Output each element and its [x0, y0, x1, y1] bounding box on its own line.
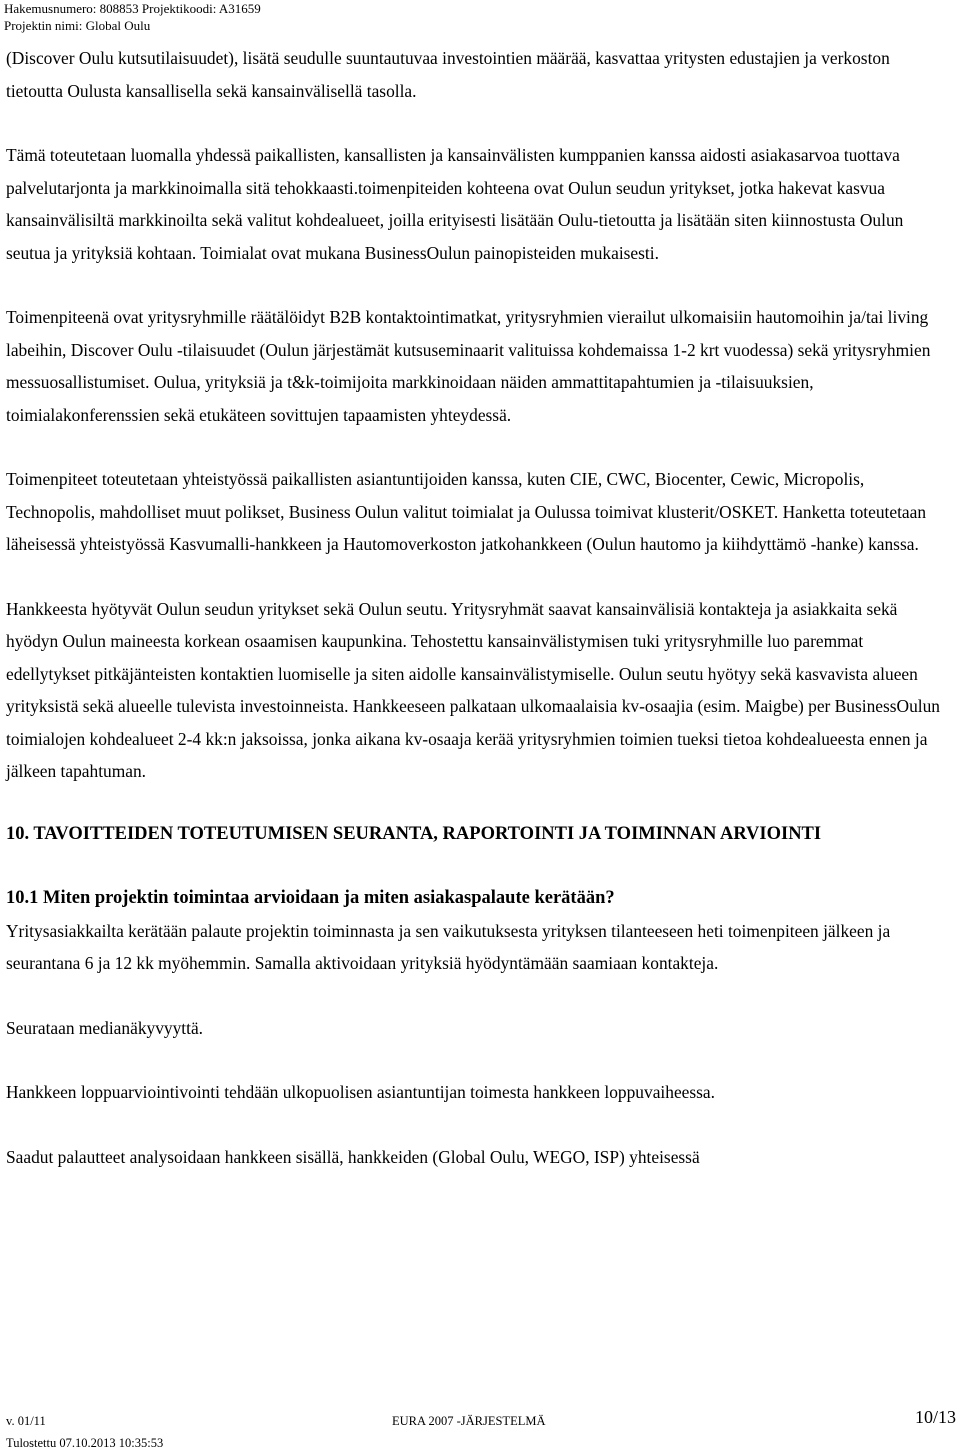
section-heading-10: 10. TAVOITTEIDEN TOTEUTUMISEN SEURANTA, RAPORTOINTI JA TOIMINNAN ARVIOINTI	[6, 823, 822, 844]
system-name: EURA 2007 -JÄRJESTELMÄ	[392, 1414, 546, 1428]
paragraph-media: Seurataan medianäkyvyyttä.	[6, 1017, 204, 1038]
page-header	[4, 0, 261, 34]
subsection-heading-10-1: 10.1 Miten projektin toimintaa arvioidaan ja miten asiakaspalaute kerätään?	[6, 888, 615, 908]
paragraph-benefits: Hankkeesta hyötyvät Oulun seudun yritykset sekä Oulun seutu. Yritysryhmät saavat kansainvälisiä kontakteja ja asiakkaita sekä hyödyn Oulun maineesta korkean osaamisen kaupunkina. Tehostettu kansainvälistymisen tuki yritysryhmille luo paremmat edellytykset pitkäjänteisten kontaktien luomiselle ja siten aidolle kansainvälistymiselle. Oulun seutu hyötyy sekä kasvavista alueen yrityksistä sekä alueelle tulevista investoinneista. Hankkeeseen palkataan ulkomaalaisia kv-osaajia (esim. Maigbe) per BusinessOulun toimialojen kohdealueet 2-4 kk:n jaksoissa, jonka aikana kv-osaaja kerää yritysryhmien toimien tueksi tietoa kohdealueesta ennen ja jälkeen tapahtuman.	[6, 598, 940, 781]
paragraph-analysis: Saadut palautteet analysoidaan hankkeen sisällä, hankkeiden (Global Oulu, WEGO, ISP) yhteisessä	[6, 1146, 700, 1167]
page-number: 10/13	[914, 1407, 956, 1427]
paragraph-feedback: Yritysasiakkailta kerätään palaute projektin toiminnasta ja sen vaikutuksesta yrityksen tilanteeseen heti toimenpiteen jälkeen ja seurantana 6 ja 12 kk myöhemmin. Samalla aktivoidaan yrityksiä hyödyntämään saamiaan kontakteja.	[6, 920, 891, 973]
paragraph-discover-oulu: (Discover Oulu kutsutilaisuudet), lisätä seudulle suuntautuvaa investointien määrää, kasvattaa yritysten edustajien ja verkoston tietoutta Oulusta kansallisella sekä kansainvälisellä tasolla.	[6, 48, 890, 101]
application-number: Hakemusnumero: 808853 Projektikoodi: A31659	[4, 1, 261, 16]
paragraph-cooperation: Toimenpiteet toteutetaan yhteistyössä paikallisten asiantuntijoiden kanssa, kuten CIE, CWC, Biocenter, Cewic, Micropolis, Technopolis, mahdolliset muut polikset, Business Oulun valitut toimialat ja Oulussa toimivat klusterit/OSKET. Hanketta toteutetaan läheisessä yhteistyössä Kasvumalli-hankkeen ja Hautomoverkoston jatkohankkeen (Oulun hautomo ja kiihdyttämö -hanke) kanssa.	[6, 469, 927, 554]
document-body	[6, 42, 951, 1173]
paragraph-measures: Toimenpiteenä ovat yritysryhmille räätälöidyt B2B kontaktointimatkat, yritysryhmien vierailut ulkomaisiin hautomoihin ja/tai living labeihin, Discover Oulu -tilaisuudet (Oulun järjestämät kutsuseminaarit valituissa kohdemaissa 1-2 krt vuodessa) sekä yritysryhmien messuosallistumiset. Oulua, yrityksiä ja t&k-toimijoita markkinoidaan näiden ammattitapahtumien ja -tilaisuuksien, toimialakonferenssien sekä etukäteen sovittujen tapaamisten yhteydessä.	[6, 307, 931, 425]
project-name: Projektin nimi: Global Oulu	[4, 18, 151, 33]
paragraph-final-evaluation: Hankkeen loppuarviointivointi tehdään ulkopuolisen asiantuntijan toimesta hankkeen loppuvaiheessa.	[6, 1082, 715, 1102]
print-timestamp: Tulostettu 07.10.2013 10:35:53	[6, 1436, 164, 1450]
version-label: v. 01/11	[6, 1414, 46, 1428]
paragraph-implementation: Tämä toteutetaan luomalla yhdessä paikallisten, kansallisten ja kansainvälisten kumppanien kanssa aidosti asiakasarvoa tuottava palvelutarjonta ja markkinoimalla sitä tehokkaasti.toimenpiteiden kohteena ovat Oulun seudun yritykset, jotka hakevat kasvua kansainvälisiltä markkinoilta sekä valitut kohdealueet, joilla erityisesti lisätään Oulu-tietoutta ja lisätään siten kiinnostusta Oulun seutua ja yrityksiä kohtaan. Toimialat ovat mukana BusinessOulun painopisteiden mukaisesti.	[6, 145, 904, 263]
